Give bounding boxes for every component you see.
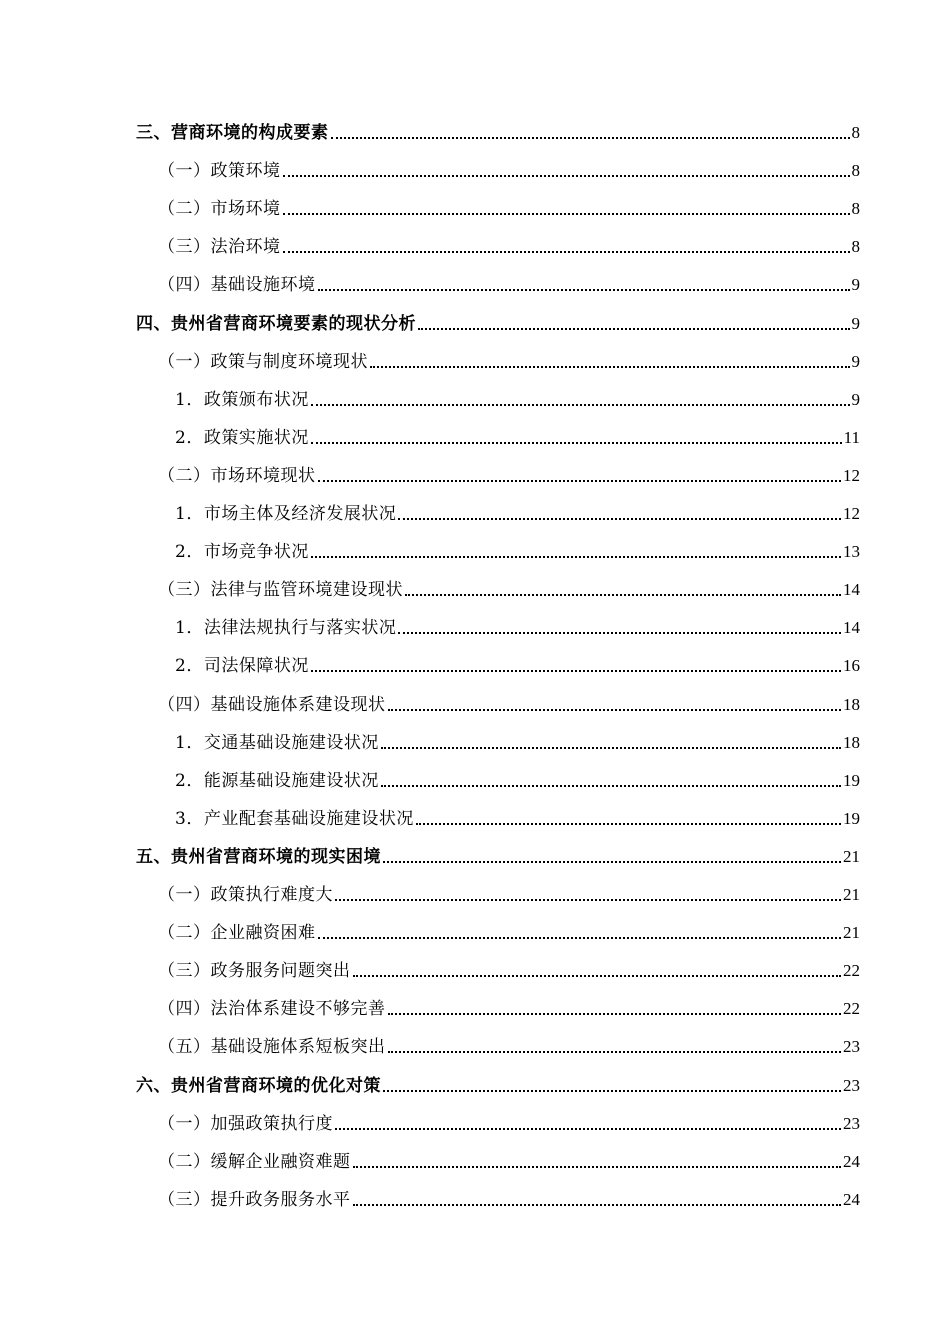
toc-leader-dots [370,366,850,368]
toc-entry-label: （二）市场环境 [158,199,281,219]
toc-entry-page-number: 13 [843,542,860,561]
toc-entry-label: （三）政务服务问题突出 [158,961,351,981]
toc-entry-label: （四）基础设施环境 [158,275,316,295]
toc-entry-page-number: 24 [843,1190,860,1209]
toc-entry-label: （四）基础设施体系建设现状 [158,695,386,715]
toc-entry-page-number: 18 [843,733,860,752]
toc-leader-dots [318,289,850,291]
toc-entry[interactable] [175,537,860,563]
toc-entry-label: （四）法治体系建设不够完善 [158,999,386,1019]
toc-leader-dots [335,1128,841,1130]
toc-entry-page-number: 11 [843,428,860,447]
toc-leader-dots [381,747,841,749]
toc-entry-label: （一）政策环境 [158,161,281,181]
toc-entry-page-number: 9 [851,314,860,333]
toc-entry-label: 四、贵州省营商环境要素的现状分析 [136,314,416,334]
toc-leader-dots [418,328,850,330]
toc-entry-label: （三）法治环境 [158,237,281,257]
toc-leader-dots [311,556,841,558]
toc-entry[interactable] [158,956,860,982]
toc-entry[interactable] [175,651,860,677]
toc-entry-label: （五）基础设施体系短板突出 [158,1037,386,1057]
toc-entry-label: 1．政策颁布状况 [175,390,309,410]
toc-entry-page-number: 22 [843,961,860,980]
toc-entry-page-number: 14 [843,618,860,637]
toc-entry-page-number: 22 [843,999,860,1018]
toc-entry-page-number: 9 [851,275,860,294]
toc-entry[interactable] [136,842,860,868]
toc-entry-label: （二）市场环境现状 [158,466,316,486]
toc-entry-page-number: 8 [851,199,860,218]
toc-entry-page-number: 19 [843,771,860,790]
toc-leader-dots [398,632,841,634]
toc-leader-dots [416,823,841,825]
toc-entry-label: 2．市场竞争状况 [175,542,309,562]
toc-entry[interactable] [136,309,860,335]
toc-entry[interactable] [175,385,860,411]
toc-entry[interactable] [158,690,860,716]
toc-entry-page-number: 8 [851,237,860,256]
toc-entry-label: （一）加强政策执行度 [158,1114,333,1134]
toc-entry[interactable] [158,1109,860,1135]
toc-entry-page-number: 19 [843,809,860,828]
toc-leader-dots [388,709,842,711]
toc-entry-label: （二）企业融资困难 [158,923,316,943]
toc-leader-dots [383,1090,841,1092]
toc-entry-label: 五、贵州省营商环境的现实困境 [136,847,381,867]
toc-leader-dots [335,899,841,901]
toc-entry[interactable] [175,499,860,525]
toc-leader-dots [353,1204,842,1206]
toc-entry-page-number: 23 [843,1037,860,1056]
toc-entry-label: （二）缓解企业融资难题 [158,1152,351,1172]
toc-entry-label: 3．产业配套基础设施建设状况 [175,809,414,829]
toc-entry-page-number: 9 [851,390,860,409]
toc-entry-label: 2．能源基础设施建设状况 [175,771,379,791]
toc-entry-label: （三）法律与监管环境建设现状 [158,580,403,600]
toc-entry[interactable] [158,1147,860,1173]
toc-entry[interactable] [175,423,860,449]
toc-entry[interactable] [175,728,860,754]
toc-entry-label: 三、营商环境的构成要素 [136,123,329,143]
toc-entry-label: （一）政策与制度环境现状 [158,352,368,372]
toc-entry[interactable] [158,575,860,601]
toc-entry[interactable] [158,461,860,487]
toc-entry-page-number: 8 [851,123,860,142]
toc-entry[interactable] [158,994,860,1020]
toc-leader-dots [381,785,841,787]
toc-entry-page-number: 21 [843,847,860,866]
toc-entry-page-number: 21 [843,885,860,904]
toc-entry-label: 1．市场主体及经济发展状况 [175,504,397,524]
toc-leader-dots [311,670,841,672]
toc-leader-dots [283,175,850,177]
toc-entry-label: 六、贵州省营商环境的优化对策 [136,1076,381,1096]
toc-entry-label: （一）政策执行难度大 [158,885,333,905]
toc-entry-label: 2．司法保障状况 [175,656,309,676]
toc-leader-dots [353,975,842,977]
toc-entry-page-number: 18 [843,695,860,714]
toc-entry[interactable] [158,1185,860,1211]
toc-entry[interactable] [175,766,860,792]
toc-entry-label: 2．政策实施状况 [175,428,309,448]
toc-entry-page-number: 14 [843,580,860,599]
toc-leader-dots [388,1051,842,1053]
toc-entry-page-number: 8 [851,161,860,180]
toc-entry[interactable] [175,804,860,830]
toc-entry[interactable] [158,918,860,944]
toc-entry-label: 1．法律法规执行与落实状况 [175,618,397,638]
toc-entry-page-number: 16 [843,656,860,675]
toc-leader-dots [383,861,841,863]
toc-leader-dots [353,1166,842,1168]
toc-entry[interactable] [158,880,860,906]
toc-entry[interactable] [136,118,860,144]
toc-entry-label: 1．交通基础设施建设状况 [175,733,379,753]
toc-entry-page-number: 23 [843,1076,860,1095]
toc-leader-dots [331,137,850,139]
toc-entry-page-number: 9 [851,352,860,371]
toc-leader-dots [318,937,842,939]
toc-leader-dots [311,442,842,444]
toc-entry[interactable] [158,1032,860,1058]
toc-entry[interactable] [175,613,860,639]
toc-entry-page-number: 24 [843,1152,860,1171]
toc-leader-dots [388,1013,842,1015]
toc-leader-dots [318,480,842,482]
toc-leader-dots [283,213,850,215]
toc-entry[interactable] [158,156,860,182]
toc-leader-dots [311,404,850,406]
toc-entry[interactable] [158,347,860,373]
toc-entry-page-number: 21 [843,923,860,942]
toc-leader-dots [405,594,841,596]
toc-leader-dots [398,518,841,520]
toc-entry-page-number: 12 [843,504,860,523]
toc-entry-label: （三）提升政务服务水平 [158,1190,351,1210]
toc-entry[interactable] [158,194,860,220]
toc-entry[interactable] [158,270,860,296]
toc-entry-page-number: 23 [843,1114,860,1133]
toc-entry[interactable] [158,232,860,258]
toc-entry[interactable] [136,1071,860,1097]
toc-leader-dots [283,251,850,253]
toc-entry-page-number: 12 [843,466,860,485]
